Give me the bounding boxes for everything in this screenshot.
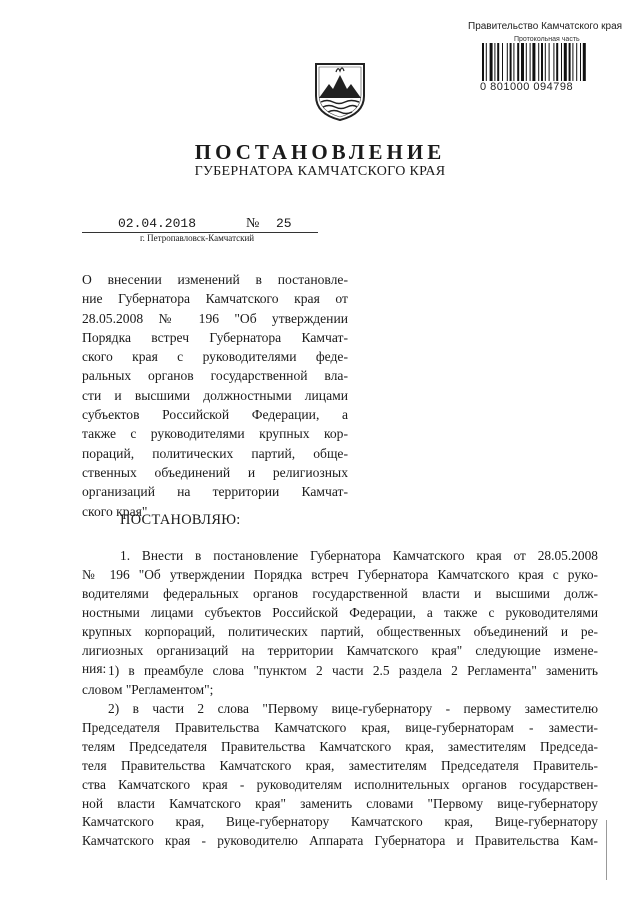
paragraph-1 <box>82 547 598 679</box>
paragraph-line: лигиозных организаций на территории Камчатского края" следующие измене- <box>82 642 598 658</box>
document-title: ПОСТАНОВЛЕНИЕ <box>194 140 446 164</box>
document-city: г. Петропавловск-Камчатский <box>140 233 255 243</box>
paragraph-line: водителями федеральных органов государственной власти и высшими долж- <box>82 585 598 601</box>
subject-line: ральных органов государственной вла- <box>82 368 348 384</box>
paragraph-line: 2) в части 2 слова "Первому вице-губернатору - первому заместителю <box>108 701 598 716</box>
stamp-organization: Правительство Камчатского края <box>468 21 623 32</box>
subject-line: сти и высшими должностными лицами <box>82 387 348 403</box>
paragraph-line: Камчатского края, Вице-губернатору Камчатского края, Вице-губернатору <box>82 814 598 830</box>
paragraph-2 <box>82 662 598 700</box>
stamp-department: Протокольная часть <box>514 36 580 43</box>
subject-line: ского края" <box>82 503 148 519</box>
subject-line: ние Губернатора Камчатского края от <box>82 291 348 307</box>
paragraph-line: ства Камчатского края - руководителям исполнительных органов государствен- <box>82 776 598 792</box>
paragraph-line: теля Правительства Камчатского края, заместителям Председателя Правитель- <box>82 757 598 773</box>
paragraph-line: крупных корпораций, политических партий, общественных объединений и ре- <box>82 623 598 639</box>
subject-line: пораций, политических партий, обще- <box>82 445 348 461</box>
paragraph-line: Камчатского края - руководителю Аппарата Губернатора и Правительства Кам- <box>82 833 598 849</box>
subject-line: Порядка встреч Губернатора Камчат- <box>82 329 348 345</box>
subject-line: ственных объединений и религиозных <box>82 464 348 480</box>
scan-margin-mark <box>606 820 607 880</box>
paragraph-3 <box>82 700 598 851</box>
paragraph-line: № 196 "Об утверждении Порядка встреч Губернатора Камчатского края с руко- <box>82 566 598 582</box>
paragraph-line: 1. Внести в постановление Губернатора Камчатского края от 28.05.2008 <box>120 548 598 563</box>
barcode-image <box>482 43 610 81</box>
paragraph-line: телям Председателя Правительства Камчатского края, заместителям Председа- <box>82 738 598 754</box>
number-sign: № <box>246 216 260 231</box>
subject-line: О внесении изменений в постановле- <box>82 272 348 287</box>
kamchatka-coat-of-arms-emblem <box>313 62 367 122</box>
paragraph-line: ной власти Камчатского края" заменить словами "Первому вице-губернатору <box>82 795 598 811</box>
paragraph-line: Председателя Правительства Камчатского края, вице-губернаторам - замести- <box>82 719 598 735</box>
document-subtitle: ГУБЕРНАТОРА КАМЧАТСКОГО КРАЯ <box>194 164 446 179</box>
paragraph-line: 1) в преамбуле слова "пунктом 2 части 2.5 раздела 2 Регламента" заменить <box>108 663 598 678</box>
subject-line: субъектов Российской Федерации, а <box>82 407 348 423</box>
paragraph-line: ностными лицами субъектов Российской Федерации, а также с руководителями <box>82 604 598 620</box>
paragraph-line: ния: <box>82 661 107 677</box>
document-number: 25 <box>276 216 292 231</box>
subject-line: 28.05.2008 № 196 "Об утверждении <box>82 310 348 326</box>
barcode-number: 0 801000 094798 <box>480 81 574 93</box>
decree-word: ПОСТАНОВЛЯЮ: <box>120 512 241 528</box>
subject-line: также с руководителями крупных кор- <box>82 426 348 442</box>
paragraph-line: словом "Регламентом"; <box>82 681 214 697</box>
subject-line: ского края с руководителями феде- <box>82 349 348 365</box>
subject-line: организаций на территории Камчат- <box>82 484 348 500</box>
document-subject <box>82 270 348 521</box>
document-date: 02.04.2018 <box>118 216 197 231</box>
